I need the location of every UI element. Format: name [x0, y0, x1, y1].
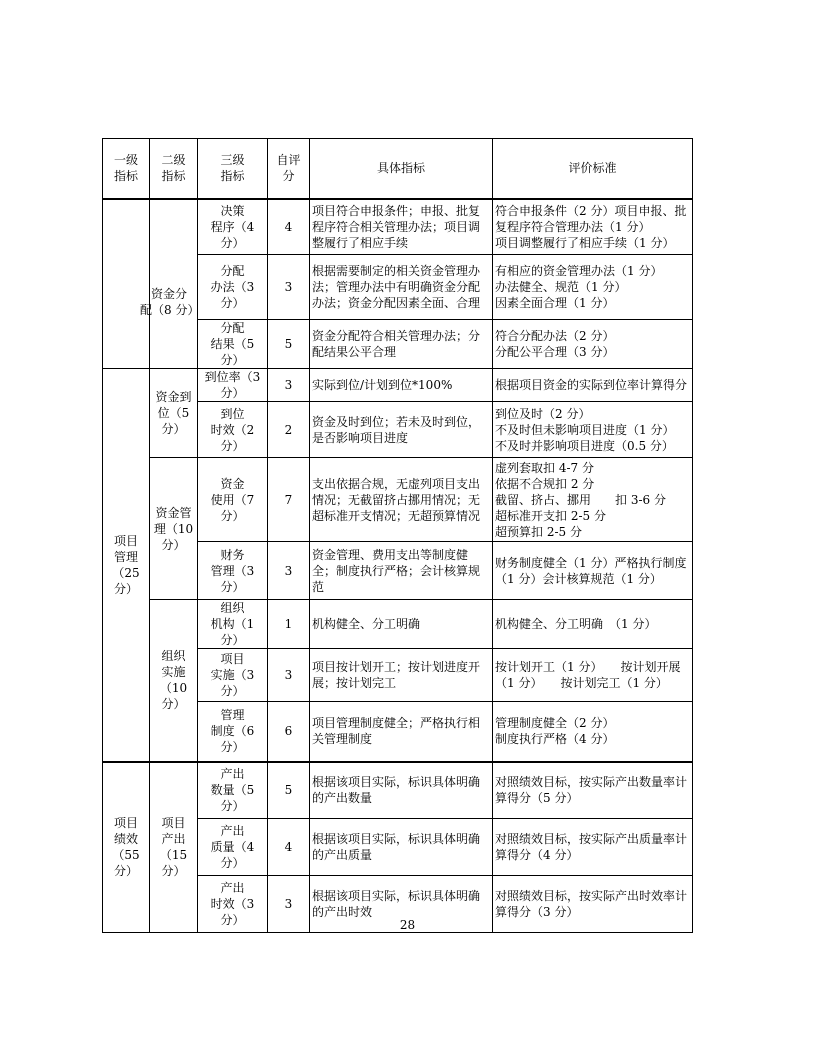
criteria-cell: 虚列套取扣 4-7 分 依据不合规扣 2 分 截留、挤占、挪用 扣 3-6 分 超标准开支扣 2-5 分 超预算扣 2-5 分	[493, 458, 693, 542]
table-row	[103, 369, 693, 402]
score-cell: 1	[268, 600, 310, 649]
score-cell: 5	[268, 762, 310, 819]
score-cell: 3	[268, 542, 310, 600]
criteria-cell: 对照绩效目标，按实际产出数量率计算得分（5 分）	[493, 762, 693, 819]
indicator-cell: 资金及时到位；若未及时到位，是否影响项目进度	[310, 402, 493, 458]
level3-cell: 决策 程序（4 分）	[198, 199, 268, 255]
level3-cell: 资金 使用（7 分）	[198, 458, 268, 542]
score-cell: 3	[268, 255, 310, 320]
indicator-cell: 资金分配符合相关管理办法；分配结果公平合理	[310, 320, 493, 369]
score-cell: 6	[268, 702, 310, 762]
level3-cell: 产出 质量（4 分）	[198, 819, 268, 876]
level2-fund-management: 资金管 理（10 分）	[150, 458, 198, 600]
level2-organization-implementation: 组织 实施（10 分）	[150, 600, 198, 762]
score-cell: 5	[268, 320, 310, 369]
level3-cell: 财务 管理（3 分）	[198, 542, 268, 600]
table-row	[103, 199, 693, 255]
criteria-cell: 按计划开工（1 分） 按计划开展（1 分） 按计划完工（1 分）	[493, 649, 693, 702]
page-number: 28	[399, 918, 416, 932]
level1-project-performance: 项目 绩效 （55 分）	[103, 762, 150, 933]
level2-empty-cell	[150, 199, 198, 369]
level3-cell: 到位 时效（2 分）	[198, 402, 268, 458]
header-indicator: 具体指标	[310, 139, 493, 199]
score-cell: 3	[268, 369, 310, 402]
header-level1: 一级 指标	[103, 139, 150, 199]
level3-cell: 管理 制度（6 分）	[198, 702, 268, 762]
table-row	[103, 458, 693, 542]
criteria-cell: 对照绩效目标，按实际产出质量率计算得分（4 分）	[493, 819, 693, 876]
criteria-cell: 机构健全、分工明确 （1 分）	[493, 600, 693, 649]
level1-empty-cell	[103, 199, 150, 369]
header-criteria: 评价标准	[493, 139, 693, 199]
header-level2: 二级 指标	[150, 139, 198, 199]
score-cell: 7	[268, 458, 310, 542]
level3-cell: 产出 数量（5 分）	[198, 762, 268, 819]
level2-fund-arrival: 资金到 位（5 分）	[150, 369, 198, 458]
score-cell: 3	[268, 876, 310, 933]
indicator-cell: 根据需要制定的相关资金管理办法；管理办法中有明确资金分配办法；资金分配因素全面、合理	[310, 255, 493, 320]
indicator-cell: 根据该项目实际，标识具体明确的产出质量	[310, 819, 493, 876]
criteria-cell: 到位及时（2 分） 不及时但未影响项目进度（1 分） 不及时并影响项目进度（0.5 分）	[493, 402, 693, 458]
indicator-cell: 机构健全、分工明确	[310, 600, 493, 649]
score-cell: 4	[268, 199, 310, 255]
criteria-cell: 有相应的资金管理办法（1 分） 办法健全、规范（1 分） 因素全面合理（1 分）	[493, 255, 693, 320]
criteria-cell: 符合申报条件（2 分）项目申报、批复程序符合管理办法（1 分） 项目调整履行了相应手续（1 分）	[493, 199, 693, 255]
level1-project-management: 项目 管理 （25 分）	[103, 369, 150, 762]
header-self-score: 自评 分	[268, 139, 310, 199]
indicator-cell: 项目管理制度健全；严格执行相关管理制度	[310, 702, 493, 762]
level2-project-output: 项目 产出（15 分）	[150, 762, 198, 933]
level3-cell: 到位率（3 分）	[198, 369, 268, 402]
score-cell: 3	[268, 649, 310, 702]
table-header-row	[103, 139, 693, 199]
indicator-cell: 项目按计划开工；按计划进度开展；按计划完工	[310, 649, 493, 702]
indicator-cell: 实际到位/计划到位*100%	[310, 369, 493, 402]
evaluation-table	[102, 138, 693, 933]
indicator-cell: 资金管理、费用支出等制度健全；制度执行严格；会计核算规范	[310, 542, 493, 600]
level3-cell: 组织 机构（1 分）	[198, 600, 268, 649]
indicator-cell: 支出依据合规，无虚列项目支出情况；无截留挤占挪用情况；无超标准开支情况；无超预算情况	[310, 458, 493, 542]
indicator-cell: 根据该项目实际，标识具体明确的产出数量	[310, 762, 493, 819]
level3-cell: 分配 结果（5 分）	[198, 320, 268, 369]
table-row	[103, 600, 693, 649]
criteria-cell: 对照绩效目标，按实际产出时效率计算得分（3 分）	[493, 876, 693, 933]
criteria-cell: 财务制度健全（1 分）严格执行制度（1 分）会计核算规范（1 分）	[493, 542, 693, 600]
header-level3: 三级 指标	[198, 139, 268, 199]
criteria-cell: 根据项目资金的实际到位率计算得分	[493, 369, 693, 402]
level3-cell: 产出 时效（3 分）	[198, 876, 268, 933]
table-row	[103, 762, 693, 819]
score-cell: 2	[268, 402, 310, 458]
level2-fund-allocation: 资金分 配（8 分）	[140, 287, 200, 317]
criteria-cell: 符合分配办法（2 分） 分配公平合理（3 分）	[493, 320, 693, 369]
criteria-cell: 管理制度健全（2 分） 制度执行严格（4 分）	[493, 702, 693, 762]
indicator-cell: 根据该项目实际，标识具体明确的产出时效	[310, 876, 493, 933]
indicator-cell: 项目符合申报条件；申报、批复程序符合相关管理办法；项目调整履行了相应手续	[310, 199, 493, 255]
level3-cell: 分配 办法（3 分）	[198, 255, 268, 320]
level3-cell: 项目 实施（3 分）	[198, 649, 268, 702]
score-cell: 4	[268, 819, 310, 876]
